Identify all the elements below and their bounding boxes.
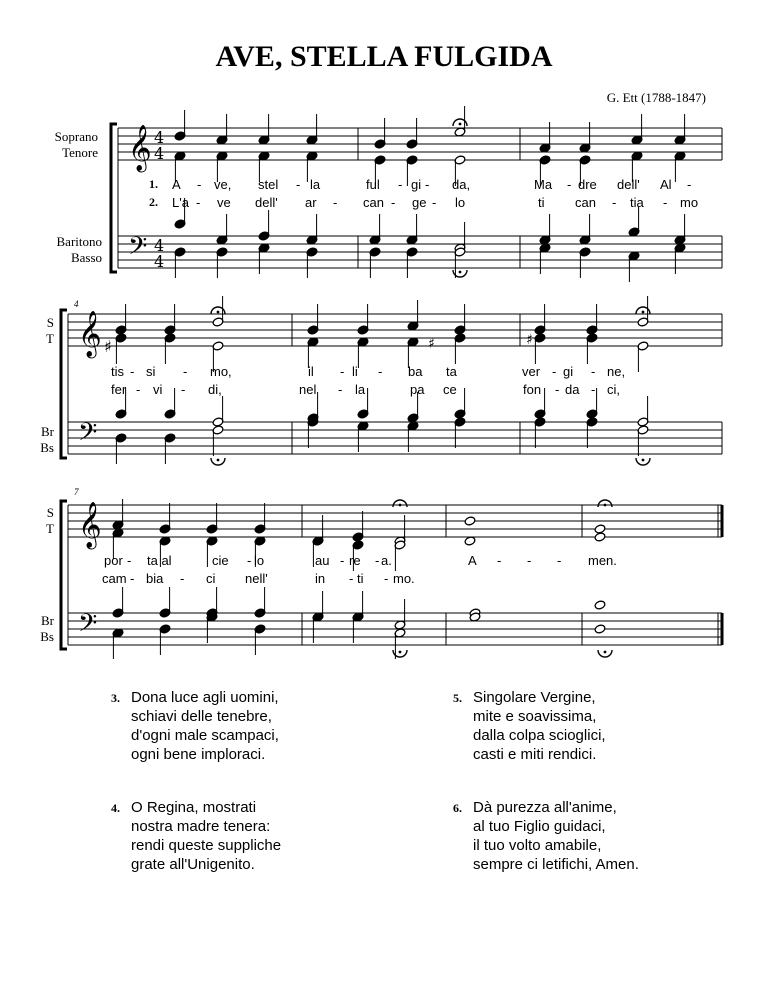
lyric-syllable: ci [206,571,216,586]
measure-number: 4 [74,299,79,309]
lyric-syllable: ge [412,195,427,210]
part-label-baritono: Baritono [56,234,102,249]
lyric-syllable: mo [680,195,699,210]
lyric-syllable: - [340,553,345,568]
stanza-number: 3. [111,691,120,705]
lyric-syllable: - [384,571,389,586]
part-label-br: Br [41,424,54,439]
stanza-line: d'ogni male scampaci, [131,727,279,744]
lyric-syllable: - [136,382,141,397]
lyric-syllable: can [363,195,384,210]
lyric-syllable: - [663,195,668,210]
whole-note [594,624,606,634]
lyric-syllable: nell' [245,571,268,586]
fermata-dot [459,123,462,126]
stanza-line: casti e miti rendici. [473,746,597,763]
lyric-syllable: lo [254,553,265,568]
lyric-syllable: Al [660,177,672,192]
lyric-syllable: - [432,195,437,210]
lyric-syllable: ar [305,195,317,210]
stanza-3 [111,688,279,764]
lyric-syllable: stel [258,177,279,192]
lyric-syllable: cie [212,553,229,568]
lyric-syllable: - [552,364,557,379]
lyric-syllable: - [687,177,692,192]
time-sig-denominator: 4 [154,144,165,163]
lyric-syllable: ti [538,195,545,210]
lyric-syllable: - [567,177,572,192]
lyric-syllable: - [181,382,186,397]
lyric-syllable: A [468,553,477,568]
lyric-syllable: - [591,364,596,379]
stanza-line: Dà purezza all'anime, [473,799,617,816]
part-label-soprano: Soprano [54,129,98,144]
treble-clef-icon: 𝄞 [78,311,102,357]
lyric-syllable: di, [208,382,222,397]
part-label-basso: Basso [70,250,102,265]
part-label-tenore: Tenore [62,145,98,160]
part-label-br: Br [41,613,54,628]
stanza-line: O Regina, mostrati [131,799,257,816]
sharp-icon: ♯ [104,337,112,356]
measure-number: 7 [74,487,79,497]
lyric-syllable: - [378,364,383,379]
fermata-dot [399,504,402,507]
lyric-syllable: dre [578,177,597,192]
lyric-syllable: li [352,364,358,379]
lyric-syllable: gi [411,177,422,192]
lyric-syllable: ta al [147,553,172,568]
stanza-4 [111,798,282,874]
sharp-icon: ♯ [428,336,435,352]
bass-clef-icon: 𝄢 [78,418,98,453]
lyric-syllable: - [296,177,301,192]
lyric-syllable: - [130,571,135,586]
lyric-syllable: ve, [214,177,232,192]
lyric-syllable: ne, [607,364,626,379]
bass-clef-icon: 𝄢 [128,232,148,267]
lyric-syllable: tis [111,364,124,379]
lyric-syllable: - [612,195,617,210]
whole-note [594,532,606,542]
lyric-syllable: - [555,382,560,397]
lyric-syllable: re [349,553,361,568]
stanza-line: ogni bene imploraci. [131,746,266,763]
lyric-syllable: - [183,364,188,379]
lyric-syllable: au [315,553,330,568]
stanza-line: rendi queste suppliche [131,837,282,854]
fermata-dot [399,651,402,654]
stanza-line: grate all'Unigenito. [131,856,255,873]
lyric-syllable: can [575,195,596,210]
time-sig-numerator: 4 [154,236,165,255]
verse-number: 2. [149,195,158,209]
lyric-syllable: ver [522,364,541,379]
lyric-syllable: ba [408,364,423,379]
stanza-line: il tuo volto amabile, [473,837,602,854]
fermata-dot [217,459,220,462]
lyric-syllable: - [375,553,380,568]
stanza-line: mite e soavissima, [473,708,597,725]
part-label-bs: Bs [40,440,54,455]
stanza-5 [453,688,606,764]
time-sig-numerator: 4 [154,128,165,147]
part-label-bs: Bs [40,629,54,644]
page-title: AVE, STELLA FULGIDA [215,40,553,73]
stanza-line: Singolare Vergine, [473,689,596,706]
lyric-syllable: tia [630,195,644,210]
stanza-number: 6. [453,801,462,815]
lyric-syllable: vi [153,382,163,397]
fermata-dot [604,651,607,654]
lyric-syllable: - [196,195,201,210]
lyric-syllable: nel [299,382,317,397]
lyric-syllable: ce [443,382,457,397]
lyric-syllable: por [104,553,123,568]
lyric-syllable: - [391,195,396,210]
lyric-syllable: - [130,364,135,379]
fermata-dot [642,459,645,462]
lyric-syllable: - [340,364,345,379]
lyric-syllable: - [338,382,343,397]
lyric-syllable: mo. [393,571,415,586]
stanza-line: dalla colpa sciogli​ci, [473,727,606,744]
lyric-syllable: - [591,382,596,397]
stanza-line: Dona luce agli uomini, [131,689,279,706]
lyric-syllable: pa [410,382,425,397]
lyric-syllable: L'a [172,195,189,210]
fermata-dot [217,311,220,314]
lyric-syllable: in [315,571,326,586]
lyric-syllable: ve [217,195,231,210]
system-bracket [61,501,67,649]
lyric-syllable: lo [455,195,466,210]
lyric-syllable: - [527,553,532,568]
system-bracket [111,124,117,272]
lyric-syllable: fer [111,382,127,397]
treble-clef-icon: 𝄞 [128,125,152,171]
fermata-dot [459,271,462,274]
sharp-icon: ♯ [526,332,533,348]
treble-staff [118,128,722,160]
stanza-line: sempre ci letifichi, Amen. [473,856,639,873]
whole-note [594,600,606,610]
stanza-line: schiavi delle tenebre, [131,708,272,725]
lyric-syllable: - [247,553,252,568]
lyric-syllable: fon [523,382,542,397]
composer-credit: G. Ett (1788-1847) [606,90,706,105]
fermata-dot [604,504,607,507]
stanza-line: nostra madre tenera: [131,818,271,835]
lyric-syllable: - [398,177,403,192]
lyric-syllable: la [310,177,321,192]
bass-clef-icon: 𝄢 [78,609,98,644]
lyric-syllable: - [425,177,430,192]
stanza-6 [453,798,639,874]
whole-note [594,524,606,534]
lyric-syllable: da [565,382,580,397]
lyric-syllable: mo, [210,364,232,379]
lyric-syllable: gi [563,364,574,379]
time-sig-denominator: 4 [154,252,165,271]
lyric-syllable: - [333,195,338,210]
lyric-syllable: men. [588,553,617,568]
lyric-syllable: il [308,364,314,379]
lyric-syllable: la [355,382,366,397]
part-label-t: T [46,331,54,346]
lyric-syllable: dell' [617,177,640,192]
lyric-syllable: da, [452,177,471,192]
lyric-syllable: - [197,177,202,192]
lyric-syllable: - [497,553,502,568]
lyric-syllable: si [146,364,156,379]
part-label-s: S [46,505,54,520]
lyric-syllable: ta [446,364,457,379]
lyric-syllable: ful [366,177,380,192]
stanza-line: al tuo Figlio guidaci, [473,818,606,835]
lyric-syllable: - [349,571,354,586]
lyric-syllable: - [557,553,562,568]
part-label-s: S [46,315,54,330]
lyric-syllable: a. [381,553,392,568]
lyric-syllable: ti [357,571,364,586]
lyric-syllable: dell' [255,195,278,210]
lyric-syllable: - [127,553,132,568]
lyric-syllable: ci, [607,382,620,397]
system-bracket [61,310,67,458]
stanza-number: 4. [111,801,120,815]
part-label-t: T [46,521,54,536]
bass-staff [118,236,722,268]
whole-note [464,516,476,526]
treble-clef-icon: 𝄞 [78,502,102,548]
lyric-syllable: - [180,571,185,586]
fermata-dot [642,311,645,314]
lyric-syllable: A [172,177,181,192]
stanza-number: 5. [453,691,462,705]
verse-number: 1. [149,177,158,191]
lyric-syllable: cam [102,571,127,586]
lyric-syllable: Ma [534,177,553,192]
lyric-syllable: bia [146,571,164,586]
